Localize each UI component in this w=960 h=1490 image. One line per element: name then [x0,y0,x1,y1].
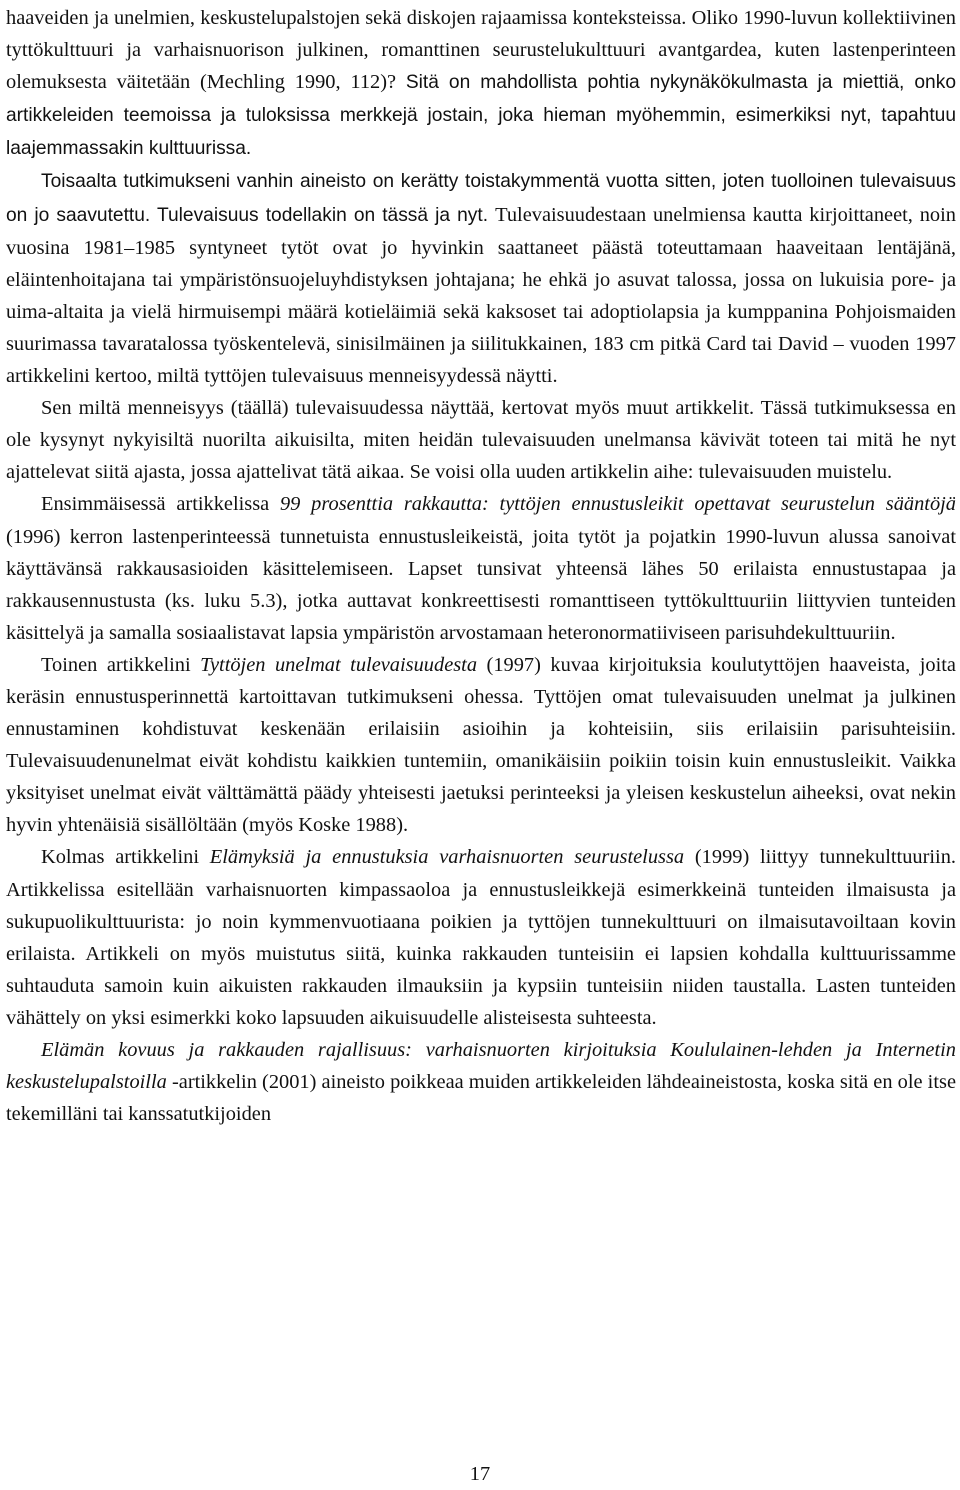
text-segment: Toinen artikkelini [41,653,201,676]
text-segment: Kolmas artikkelini [41,846,210,869]
text-segment: Sitä on mahdollista pohtia nykynäkökulmasta ja miettiä, onko artikkeleiden teemoissa ja tuloksissa merkkejä jostain, joka hieman myöhemmin, esimerkiksi nyt, tapahtuu laajemmassakin kulttuurissa. [6,72,956,160]
paragraph-5 [6,649,956,842]
text-segment: Sen miltä menneisyys (täällä) tulevaisuudessa näyttää, kertovat myös muut artikkelit. Tässä tutkimuksessa en ole kysynyt nykyisiltä nuorilta aikuisilta, miten heidän tulevaisuuden unelmansa kävivät toteen tai mitä he nyt ajattelevat siitä ajasta, jossa ajattelivat tätä aikaa. Se voisi olla uuden artikkelin aihe: tulevaisuuden muistelu. [6,397,956,484]
text-segment: Ensimmäisessä artikkelissa [41,493,280,516]
paragraph-4 [6,488,956,648]
text-segment: haaveiden ja unelmien, keskustelupalstojen sekä diskojen rajaamissa konteksteissa. Oliko 1990-luvun kollektiivinen tyttökulttuuri ja varhaisnuorison julkinen, romanttinen seurustelukulttuuri avantgardea, kuten lastenperinteen olemuksesta väitetään (Mechling 1990, 112)? [6,7,956,94]
text-segment: (1997) kuvaa kirjoituksia koulutyttöjen haaveista, joita keräsin ennustusperinnettä kartoittavan tutkimukseni ohessa. Tyttöjen omat tulevaisuuden unelmat ja julkinen ennustaminen kohdistuvat keskenään erilaisiin asioihin ja kohteisiin, siis erilaisiin parisuhteisiin. Tulevaisuudenunelmat eivät kohdistu kaikkien tuntemiin, omanikäisiin poikiin toisin kuin ennustusleikit. Vaikka yksityiset unelmat eivät välttämättä päädy yhteisesti jaetuksi perinteeksi ja yleisen keskustelun aiheeksi, ovat nekin hyvin yhtenäisiä sisällöltään (myös Koske 1988). [6,653,956,837]
text-segment: (1996) kerron lastenperinteessä tunnetuista ennustusleikeistä, joita tytöt ja pojatkin 1990-luvun alussa sanoivat käyttävänsä rakkausasioiden käsittelemiseen. Lapset tunsivat yhteensä lähes 50 erilaista ennustustapaa ja rakkausennustusta (ks. luku 5.3), jotka auttavat konkreettisesti romanttiseen tyttökulttuuriin liittyvien tunteiden käsittelyä ja samalla sosiaalistavat lapsia ympäristön arvostamaan heteronormatiiviseen parisuhdekulttuuriin. [6,525,956,644]
paragraph-6 [6,841,956,1034]
text-segment: Toisaalta tutkimukseni vanhin aineisto on kerätty toistakymmentä vuotta sitten, joten tuolloinen tulevaisuus on jo saavutettu. Tulevaisuus todellakin on tässä ja nyt. [6,171,956,226]
page-number: 17 [469,1463,491,1485]
paragraph-1 [6,2,956,165]
text-segment: (1999) liittyy tunnekulttuuriin. Artikkelissa esitellään varhaisnuorten kimpassaoloa ja ennustusleikkejä esimerkkeinä tunteiden ilmaisusta ja sukupuolikulttuurista: jo noin kymmenvuotiaana poikien ja tyttöjen tunnekulttuuri on ilmaisutavoiltaan kovin erilaista. Artikkeli on myös muistutus siitä, kuinka rakkauden tunteisiin ei lapsien kohdalla kulttuurissamme suhtauduta samoin kuin aikuisten rakkauden ilmauksiin ja kypsiin tunteisiin niiden taustalla. Lasten tunteiden vähättely on yksi esimerkki koko lapsuuden aikuisuudelle alisteisesta suhteesta. [6,846,957,1029]
article-title: Elämän kovuus ja rakkauden rajallisuus: varhaisnuorten kirjoituksia Koululainen-lehden ja Internetin keskustelupalstoilla [6,1039,956,1094]
article-title: 99 prosenttia rakkautta: tyttöjen ennustusleikit opettavat seurustelun sääntöjä [279,493,956,516]
text-segment: -artikkelin (2001) aineisto poikkeaa muiden artikkeleiden lähdeaineistosta, koska sitä en ole itse tekemilläni tai kanssatutkijoiden [6,1071,956,1126]
article-title: Tyttöjen unelmat tulevaisuudesta [200,653,478,676]
paragraph-2 [6,165,956,392]
article-title: Elämyksiä ja ennustuksia varhaisnuorten seurustelussa [209,846,685,869]
paragraph-7 [6,1034,956,1130]
paragraph-3 [6,392,956,488]
document-body [6,2,956,1130]
text-segment: Tulevaisuudestaan unelmiensa kautta kirjoittaneet, noin vuosina 1981–1985 syntyneet tytöt ovat jo hyvinkin saattaneet päästä toteuttamaan haaveitaan lentäjänä, eläintenhoitajana tai ympäristönsuojeluyhdistyksen johtajana; he ehkä jo asuvat talossa, jossa on lukuisia pore- ja uima-altaita ja vielä hirmuisempi määrä kotieläimiä sekä kaksoset tai adoptiolapsia ja kumppanina Pohjoismaiden suurimassa tavaratalossa työskentelevä, sinisilmäinen ja siilitukkainen, 183 cm pitkä Card tai David – vuoden 1997 artikkelini kertoo, miltä tyttöjen tulevaisuus menneisyydessä näytti. [6,203,956,388]
